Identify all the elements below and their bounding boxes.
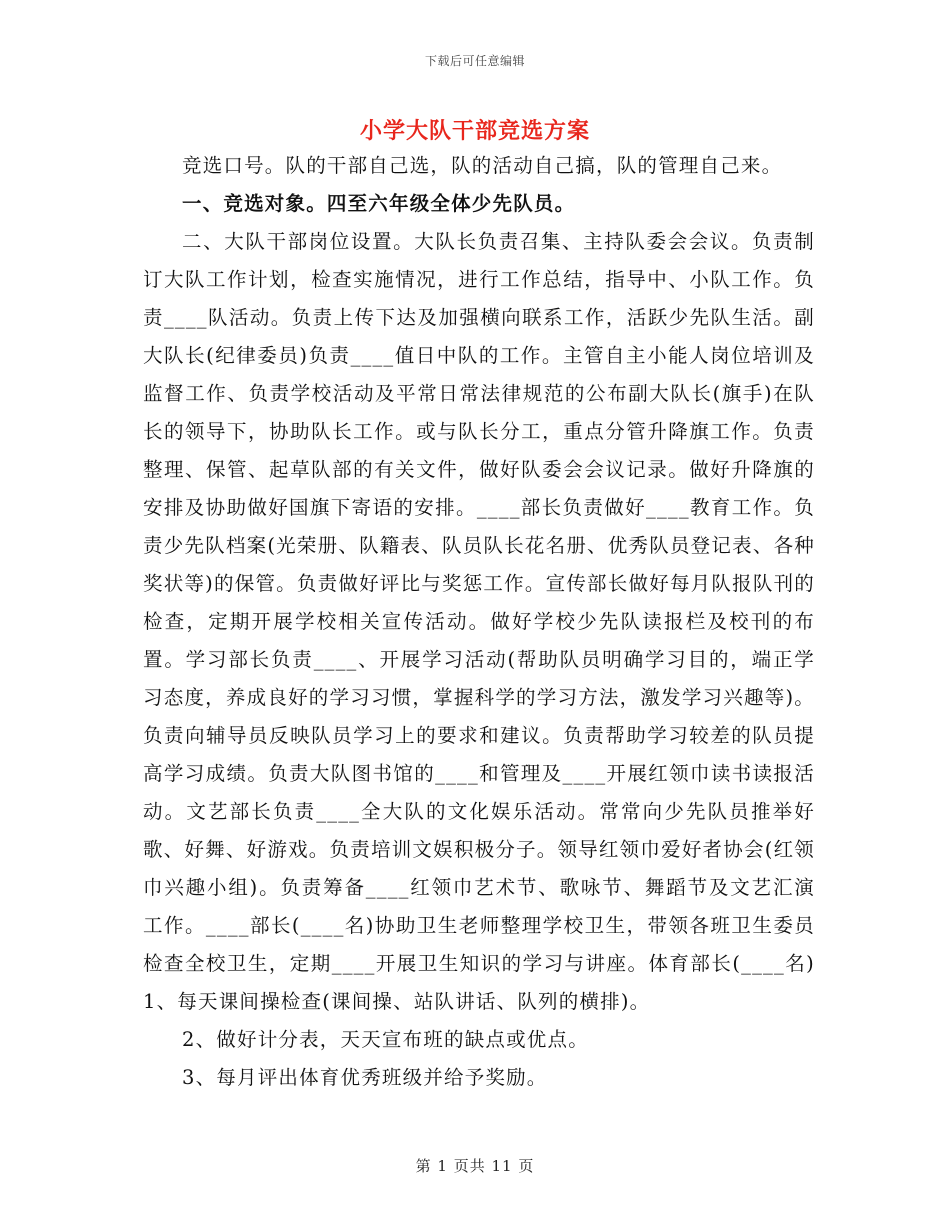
document-body	[143, 147, 815, 1097]
paragraph-item-3: 3、每月评出体育优秀班级并给予奖励。	[182, 1066, 548, 1089]
paragraph-section-2: 二、大队干部岗位设置。大队长负责召集、主持队委会会议。负责制订大队工作计划，检查实施情况，进行工作总结，指导中、小队工作。负责____队活动。负责上传下达及加强横向联系工作，活跃少先队生活。副大队长(纪律委员)负责____值日中队的工作。主管自主小能人岗位培训及监督工作、负责学校活动及平常日常法律规范的公布副大队长(旗手)在队长的领导下，协助队长工作。或与队长分工，重点分管升降旗工作。负责整理、保管、起草队部的有关文件，做好队委会会议记录。做好升降旗的安排及协助做好国旗下寄语的安排。____部长负责做好____教育工作。负责少先队档案(光荣册、队籍表、队员队长花名册、优秀队员登记表、各种奖状等)的保管。负责做好评比与奖惩工作。宣传部长做好每月队报队刊的检查，定期开展学校相关宣传活动。做好学校少先队读报栏及校刊的布置。学习部长负责____、开展学习活动(帮助队员明确学习目的，端正学习态度，养成良好的学习习惯，掌握科学的学习方法，激发学习兴趣等)。负责向辅导员反映队员学习上的要求和建议。负责帮助学习较差的队员提高学习成绩。负责大队图书馆的____和管理及____开展红领巾读书读报活动。文艺部长负责____全大队的文化娱乐活动。常常向少先队员推举好歌、好舞、好游戏。负责培训文娱积极分子。领导红领巾爱好者协会(红领巾兴趣小组)。负责筹备____红领巾艺术节、歌咏节、舞蹈节及文艺汇演工作。____部长(____名)协助卫生老师整理学校卫生，带领各班卫生委员检查全校卫生，定期____开展卫生知识的学习与讲座。体育部长(____名)1、每天课间操检查(课间操、站队讲话、队列的横排)。	[143, 230, 815, 1013]
paragraph-slogan: 竞选口号。队的干部自己选，队的活动自己搞，队的管理自己来。	[182, 154, 783, 177]
document-title: 小学大队干部竞选方案	[359, 118, 590, 144]
page-header: 下载后可任意编辑	[424, 54, 525, 68]
page-footer: 第 1 页共 11 页	[415, 1157, 535, 1175]
paragraph-item-2: 2、做好计分表，天天宣布班的缺点或优点。	[182, 1028, 589, 1051]
paragraph-section-1: 一、竞选对象。四至六年级全体少先队员。	[182, 192, 576, 215]
